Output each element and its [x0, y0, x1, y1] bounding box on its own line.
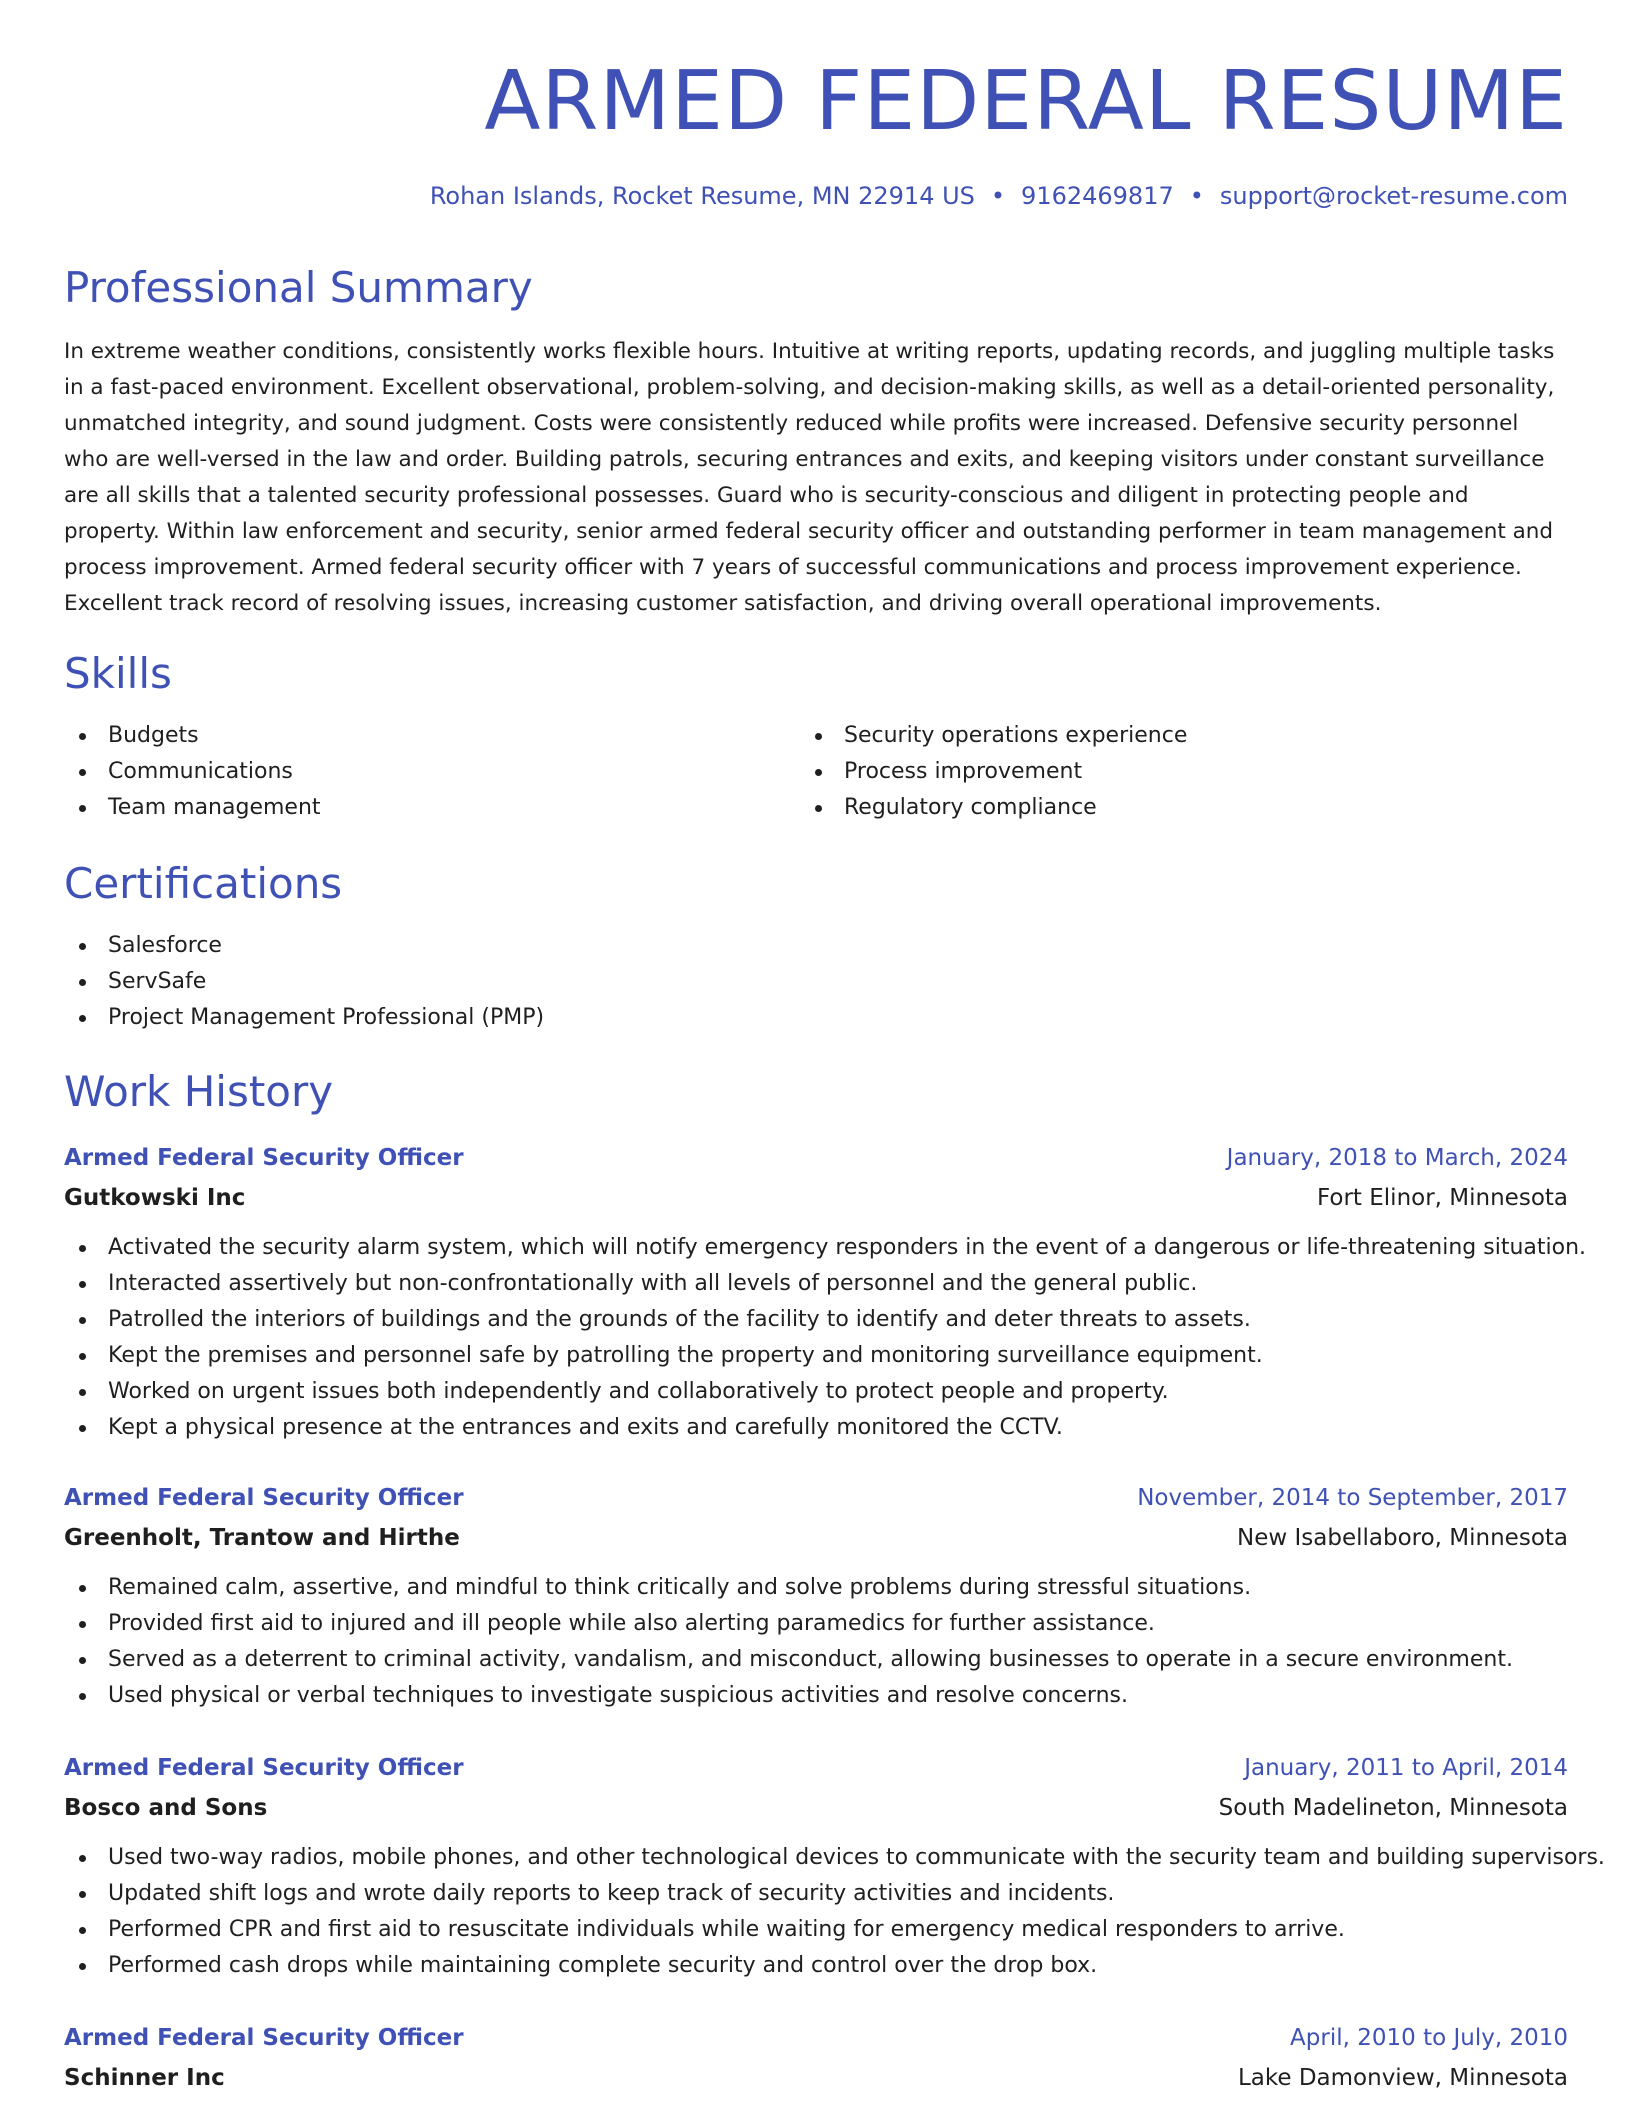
job-duty-item: Activated the security alarm system, which will notify emergency responders in the event of a dangerous or life-threatening situation.	[64, 1230, 1568, 1266]
section-title-work-history: Work History	[64, 1067, 334, 1116]
job-duty-item: Used physical or verbal techniques to investigate suspicious activities and resolve concerns.	[64, 1678, 1568, 1714]
skill-item: Regulatory compliance	[800, 790, 1187, 826]
job-duty-item: Served as a deterrent to criminal activity, vandalism, and misconduct, allowing businesses to operate in a secure environment.	[64, 1642, 1568, 1678]
job-company: Greenholt, Trantow and Hirthe	[64, 1525, 460, 1551]
job-duty-item: Kept a physical presence at the entrances and exits and carefully monitored the CCTV.	[64, 1410, 1568, 1446]
job-entry	[64, 1138, 1587, 1446]
job-duty-item: Performed cash drops while maintaining complete security and control over the drop box.	[64, 1948, 1568, 1984]
job-company: Schinner Inc	[64, 2065, 225, 2091]
job-dates: November, 2014 to September, 2017	[1137, 1485, 1568, 1511]
skills-list-right	[800, 718, 1187, 826]
section-title-certifications: Certifications	[64, 859, 343, 908]
skill-item: Process improvement	[800, 754, 1187, 790]
job-location: New Isabellaboro, Minnesota	[1237, 1525, 1568, 1551]
job-location: South Madelineton, Minnesota	[1218, 1795, 1568, 1821]
job-entry	[64, 2018, 1568, 2098]
job-duty-item: Interacted assertively but non-confrontationally with all levels of personnel and the general public.	[64, 1266, 1568, 1302]
job-dates: April, 2010 to July, 2010	[1290, 2025, 1568, 2051]
job-company: Bosco and Sons	[64, 1795, 268, 1821]
job-duty-item: Remained calm, assertive, and mindful to think critically and solve problems during stressful situations.	[64, 1570, 1568, 1606]
skills-list-left	[64, 718, 321, 826]
job-duty-item: Used two-way radios, mobile phones, and other technological devices to communicate with the security team and building supervisors.	[64, 1840, 1568, 1876]
skill-item: Budgets	[64, 718, 321, 754]
professional-summary-text: In extreme weather conditions, consistently works flexible hours. Intuitive at writing reports, updating records, and juggling multiple tasks in a fast-paced environment. Excellent observational, problem-solving, and decision-making skills, as well as a detail-oriented personality, unmatched integrity, and sound judgment. Costs were consistently reduced while profits were increased. Defensive security personnel who are well-versed in the law and order. Building patrols, securing entrances and exits, and keeping visitors under constant surveillance are all skills that a talented security professional possesses. Guard who is security-conscious and diligent in protecting people and property. Within law enforcement and security, senior armed federal security officer and outstanding performer in team management and process improvement. Armed federal security officer with 7 years of successful communications and process improvement experience. Excellent track record of resolving issues, increasing customer satisfaction, and driving overall operational improvements.	[64, 339, 1555, 616]
job-title: Armed Federal Security Officer	[64, 1755, 464, 1781]
job-duty-item: Provided first aid to injured and ill people while also alerting paramedics for further assistance.	[64, 1606, 1568, 1642]
certification-item: ServSafe	[64, 964, 544, 1000]
job-company: Gutkowski Inc	[64, 1185, 246, 1211]
contact-email: support@rocket-resume.com	[1219, 182, 1568, 210]
job-duty-item: Worked on urgent issues both independently and collaboratively to protect people and property.	[64, 1374, 1568, 1410]
contact-line	[430, 180, 1568, 212]
skill-item: Team management	[64, 790, 321, 826]
contact-address: Rohan Islands, Rocket Resume, MN 22914 US	[429, 182, 975, 210]
job-duty-item: Updated shift logs and wrote daily reports to keep track of security activities and incidents.	[64, 1876, 1568, 1912]
job-dates: January, 2018 to March, 2024	[1226, 1145, 1568, 1171]
resume-title: ARMED FEDERAL RESUME	[484, 54, 1568, 149]
job-title: Armed Federal Security Officer	[64, 2025, 464, 2051]
contact-phone: 9162469817	[1021, 182, 1174, 210]
job-title: Armed Federal Security Officer	[64, 1485, 464, 1511]
job-entry	[64, 1478, 1568, 1714]
job-duties-list	[64, 1570, 1568, 1714]
job-title: Armed Federal Security Officer	[64, 1145, 464, 1171]
skill-item: Communications	[64, 754, 321, 790]
certifications-list	[64, 928, 544, 1036]
section-title-skills: Skills	[64, 649, 172, 698]
separator-dot: •	[990, 182, 1006, 210]
job-location: Lake Damonview, Minnesota	[1237, 2065, 1568, 2091]
job-entry	[64, 1748, 1605, 1984]
job-duty-item: Patrolled the interiors of buildings and the grounds of the facility to identify and deter threats to assets.	[64, 1302, 1568, 1338]
section-title-professional-summary: Professional Summary	[64, 263, 533, 312]
job-duty-item: Performed CPR and first aid to resuscitate individuals while waiting for emergency medical responders to arrive.	[64, 1912, 1568, 1948]
job-location: Fort Elinor, Minnesota	[1316, 1185, 1568, 1211]
job-duties-list	[64, 1230, 1587, 1446]
job-duty-item: Kept the premises and personnel safe by patrolling the property and monitoring surveillance equipment.	[64, 1338, 1568, 1374]
certification-item: Salesforce	[64, 928, 544, 964]
certification-item: Project Management Professional (PMP)	[64, 1000, 544, 1036]
job-duties-list	[64, 1840, 1605, 1984]
job-dates: January, 2011 to April, 2014	[1244, 1755, 1568, 1781]
skill-item: Security operations experience	[800, 718, 1187, 754]
separator-dot: •	[1189, 182, 1204, 210]
